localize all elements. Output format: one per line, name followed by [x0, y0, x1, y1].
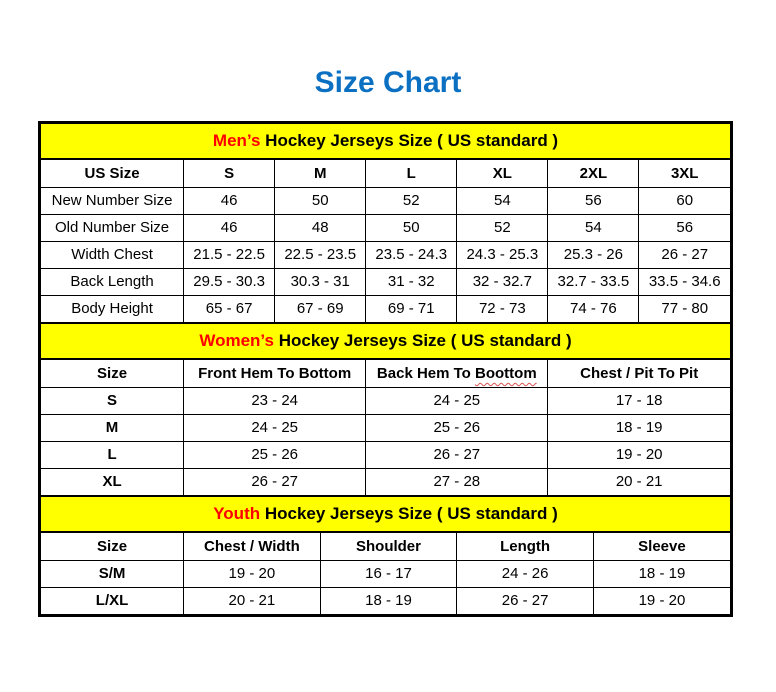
header-cell: XL	[457, 160, 548, 187]
table-row	[41, 468, 730, 495]
data-cell: 24.3 - 25.3	[457, 241, 548, 268]
table-row	[41, 560, 730, 587]
row-label: Old Number Size	[41, 214, 184, 241]
table-row	[41, 441, 730, 468]
data-cell: 46	[184, 214, 275, 241]
data-cell: 26 - 27	[639, 241, 730, 268]
youth-size-table	[41, 533, 730, 614]
header-cell: Front Hem To Bottom	[184, 360, 366, 387]
header-row	[41, 533, 730, 560]
data-cell: 21.5 - 22.5	[184, 241, 275, 268]
table-row	[41, 268, 730, 295]
data-cell: 25 - 26	[366, 414, 548, 441]
header-cell: Shoulder	[320, 533, 457, 560]
data-cell: 74 - 76	[548, 295, 639, 322]
row-label: XL	[41, 468, 184, 495]
table-row	[41, 241, 730, 268]
data-cell: 26 - 27	[457, 587, 594, 614]
data-cell: 22.5 - 23.5	[275, 241, 366, 268]
banner-highlight: Men’s	[212, 131, 261, 150]
row-label: L	[41, 441, 184, 468]
data-cell: 25.3 - 26	[548, 241, 639, 268]
header-cell: 3XL	[639, 160, 730, 187]
youth-banner	[41, 495, 730, 533]
header-cell: Sleeve	[593, 533, 730, 560]
data-cell: 46	[184, 187, 275, 214]
data-cell: 50	[366, 214, 457, 241]
banner-text: Hockey Jerseys Size ( US standard )	[260, 131, 559, 150]
data-cell: 32 - 32.7	[457, 268, 548, 295]
row-label: Back Length	[41, 268, 184, 295]
row-label: S/M	[41, 560, 184, 587]
table-row	[41, 387, 730, 414]
data-cell: 48	[275, 214, 366, 241]
header-cell: Chest / Width	[184, 533, 321, 560]
header-cell: 2XL	[548, 160, 639, 187]
data-cell: 32.7 - 33.5	[548, 268, 639, 295]
table-row	[41, 587, 730, 614]
data-cell: 18 - 19	[548, 414, 730, 441]
data-cell: 26 - 27	[184, 468, 366, 495]
banner-text: Hockey Jerseys Size ( US standard )	[260, 504, 558, 523]
banner-highlight: Youth	[213, 504, 261, 523]
data-cell: 31 - 32	[366, 268, 457, 295]
row-label: L/XL	[41, 587, 184, 614]
data-cell: 50	[275, 187, 366, 214]
row-label: New Number Size	[41, 187, 184, 214]
data-cell: 60	[639, 187, 730, 214]
size-chart-container	[38, 121, 733, 617]
mens-size-table	[41, 160, 730, 322]
data-cell: 52	[366, 187, 457, 214]
header-cell: Back Hem To Boottom	[366, 360, 548, 387]
data-cell: 18 - 19	[320, 587, 457, 614]
data-cell: 77 - 80	[639, 295, 730, 322]
data-cell: 29.5 - 30.3	[184, 268, 275, 295]
data-cell: 17 - 18	[548, 387, 730, 414]
data-cell: 23 - 24	[184, 387, 366, 414]
banner-highlight: Women’s	[199, 331, 274, 350]
data-cell: 23.5 - 24.3	[366, 241, 457, 268]
data-cell: 18 - 19	[593, 560, 730, 587]
header-cell: US Size	[41, 160, 184, 187]
data-cell: 52	[457, 214, 548, 241]
row-label: S	[41, 387, 184, 414]
mens-banner	[41, 124, 730, 160]
size-table-section-mens	[41, 124, 730, 322]
data-cell: 33.5 - 34.6	[639, 268, 730, 295]
data-cell: 56	[639, 214, 730, 241]
data-cell: 19 - 20	[593, 587, 730, 614]
data-cell: 72 - 73	[457, 295, 548, 322]
data-cell: 54	[548, 214, 639, 241]
banner-text: Hockey Jerseys Size ( US standard )	[273, 331, 572, 350]
header-cell: Size	[41, 360, 184, 387]
row-label: Width Chest	[41, 241, 184, 268]
table-row	[41, 414, 730, 441]
data-cell: 20 - 21	[184, 587, 321, 614]
data-cell: 69 - 71	[366, 295, 457, 322]
data-cell: 65 - 67	[184, 295, 275, 322]
data-cell: 16 - 17	[320, 560, 457, 587]
table-row	[41, 187, 730, 214]
header-cell: S	[184, 160, 275, 187]
data-cell: 56	[548, 187, 639, 214]
womens-size-table	[41, 360, 730, 495]
header-row	[41, 160, 730, 187]
data-cell: 25 - 26	[184, 441, 366, 468]
data-cell: 24 - 25	[184, 414, 366, 441]
row-label: M	[41, 414, 184, 441]
data-cell: 54	[457, 187, 548, 214]
data-cell: 30.3 - 31	[275, 268, 366, 295]
header-cell: Size	[41, 533, 184, 560]
row-label: Body Height	[41, 295, 184, 322]
data-cell: 19 - 20	[548, 441, 730, 468]
data-cell: 24 - 25	[366, 387, 548, 414]
womens-banner	[41, 322, 730, 360]
header-cell: L	[366, 160, 457, 187]
table-row	[41, 214, 730, 241]
header-row	[41, 360, 730, 387]
page-title: Size Chart	[314, 66, 462, 99]
header-cell: Length	[457, 533, 594, 560]
data-cell: 67 - 69	[275, 295, 366, 322]
header-cell: M	[275, 160, 366, 187]
data-cell: 26 - 27	[366, 441, 548, 468]
size-table-section-womens	[41, 322, 730, 495]
data-cell: 24 - 26	[457, 560, 594, 587]
data-cell: 19 - 20	[184, 560, 321, 587]
misspelled-word: Boottom	[475, 364, 537, 382]
data-cell: 20 - 21	[548, 468, 730, 495]
header-cell: Chest / Pit To Pit	[548, 360, 730, 387]
data-cell: 27 - 28	[366, 468, 548, 495]
table-row	[41, 295, 730, 322]
size-table-section-youth	[41, 495, 730, 614]
